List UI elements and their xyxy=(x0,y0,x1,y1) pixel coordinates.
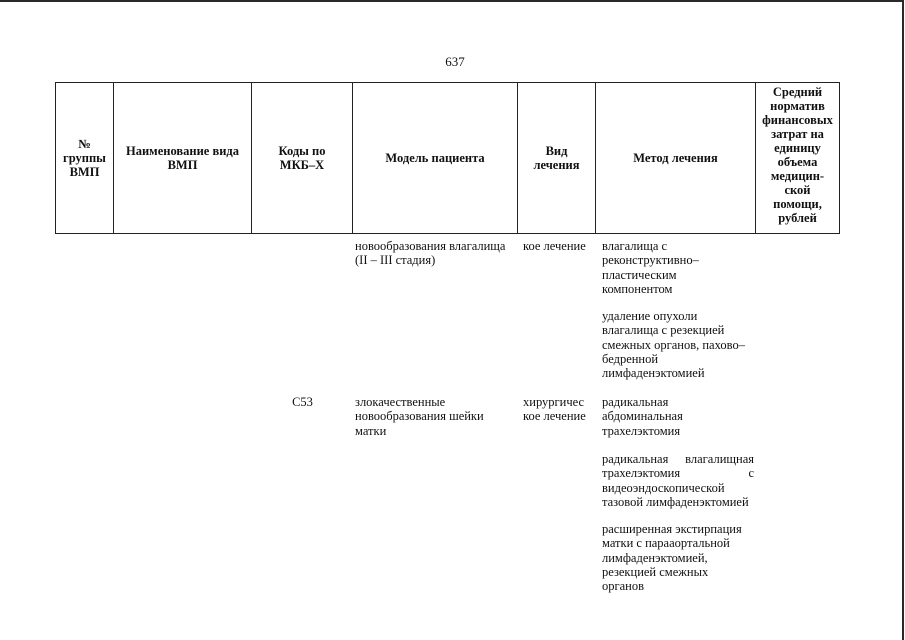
row1-method-tumor-removal: удаление опухоли влагалища с резекцией смежных органов, пахово– бедренной лимфаденэктомией xyxy=(602,309,745,381)
row2-method-abdominal-trachelectomy: радикальная абдоминальная трахелэктомия xyxy=(602,395,683,438)
table-header xyxy=(55,82,840,234)
row1-patient-model: новообразования влагалища (II – III стадия) xyxy=(355,239,506,268)
page-frame-right-edge xyxy=(902,0,904,640)
header-vmp-name: Наименование вида ВМП xyxy=(114,83,252,234)
page-number: 637 xyxy=(445,54,465,69)
row2-patient-model: злокачественные новообразования шейки матки xyxy=(355,395,484,438)
header-icd-codes: Коды по МКБ–Х xyxy=(252,83,353,234)
header-patient-model: Модель пациента xyxy=(353,83,518,234)
page-frame-top-edge xyxy=(0,0,903,2)
row1-treatment-type: кое лечение xyxy=(523,239,586,253)
header-average-cost: Средний норматив финансовых затрат на единицу объема медицин- ской помощи, рублей xyxy=(756,83,840,234)
row2-method-vaginal-trachelectomy: радикальная влагалищная трахелэктомия с видеоэндоскопической тазовой лимфаденэктомией xyxy=(602,452,754,509)
row2-method-extended-extirpation: расширенная экстирпация матки с парааортальной лимфаденэктомией, резекцией смежных органов xyxy=(602,522,742,594)
row2-icd-code: C53 xyxy=(292,395,313,409)
row2-treatment-type: хирургичес кое лечение xyxy=(523,395,586,424)
row1-method-reconstructive: влагалища с реконструктивно– пластическим компонентом xyxy=(602,239,699,296)
header-treatment-type: Вид лечения xyxy=(518,83,596,234)
header-group-number: № группы ВМП xyxy=(56,83,114,234)
header-treatment-method: Метод лечения xyxy=(596,83,756,234)
